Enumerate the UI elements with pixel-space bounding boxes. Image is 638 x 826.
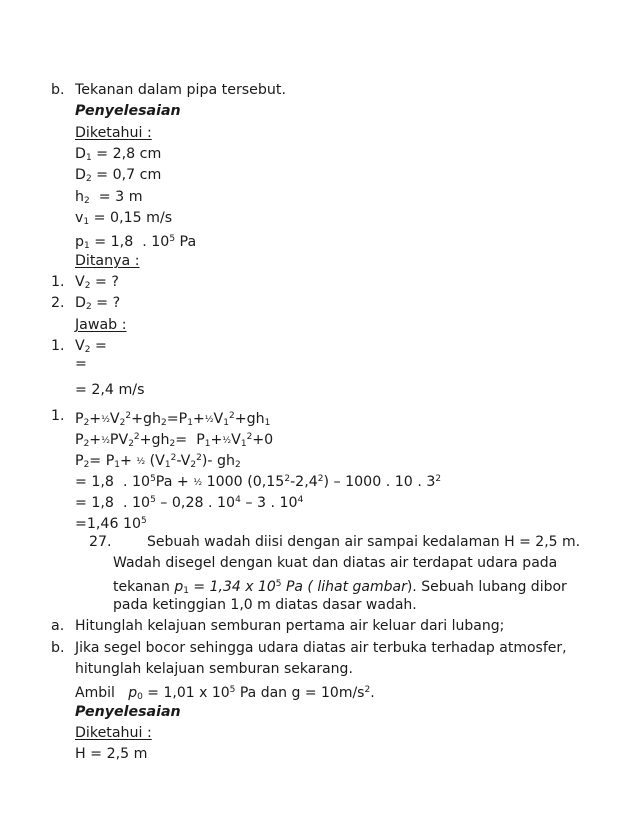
- answer-v2-result: = 2,4 m/s: [75, 382, 145, 398]
- question-a: Hitunglah kelajuan semburan pertama air keluar dari lubang;: [75, 618, 505, 634]
- list-marker: b.: [51, 640, 65, 656]
- known-h: H = 2,5 m: [75, 746, 148, 762]
- answer-v2-step: =: [75, 356, 87, 372]
- list-marker: 1.: [51, 338, 65, 354]
- problem-text-line-2: Wadah disegel dengan kuat dan diatas air terdapat udara pada: [113, 555, 558, 571]
- known-d2: $D_2 = 0,7$ cm: [75, 167, 162, 184]
- list-marker: b.: [51, 82, 65, 98]
- problem-text-line-3: tekanan $p_1 = 1,34$ x $10^5$ Pa ( lihat gambar). Sebuah lubang dibor: [113, 579, 567, 596]
- known-d1: $D_1 = 2,8$ cm: [75, 146, 162, 163]
- known-v1: $v_1 = 0,15$ m/s: [75, 210, 173, 227]
- list-marker: 1.: [51, 274, 65, 290]
- bernoulli-line-5: = 1,8 . $10^5 - 0,28$ . $10^4 - 3$ . $10^4$: [75, 495, 304, 511]
- answer-heading: Jawab :: [75, 317, 127, 333]
- bernoulli-line-6: =1,46 $10^5$: [75, 516, 147, 532]
- asked-item: $V_2$ = ?: [75, 274, 119, 291]
- given-constants: Ambil $p_0 = 1,01$ x $10^5$ Pa dan $g = 10m/s^2$.: [75, 685, 375, 702]
- asked-item: $D_2$ = ?: [75, 295, 121, 312]
- bernoulli-line-2: $P_2+\frac{1}{2}PV_2^2+gh_2=$ $P_1+\frac{1}{2}V_1^2+0$: [75, 432, 274, 449]
- list-marker: 1.: [51, 408, 65, 424]
- solution-heading: Penyelesaian: [75, 103, 181, 119]
- problem-text-line-4: pada ketinggian 1,0 m diatas dasar wadah.: [113, 597, 417, 613]
- list-marker: 2.: [51, 295, 65, 311]
- known-h2: $h_2 = 3$ m: [75, 189, 143, 206]
- bernoulli-line-3: $P_2= P_1+$ ½ $(V_1^2-V_2^2)-$ $gh_2$: [75, 453, 241, 470]
- answer-v2-line: $V_2$ =: [75, 338, 107, 355]
- section-title: Tekanan dalam pipa tersebut.: [75, 82, 286, 98]
- question-b-line-2: hitunglah kelajuan semburan sekarang.: [75, 661, 353, 677]
- list-marker: a.: [51, 618, 65, 634]
- known-heading: Diketahui :: [75, 725, 152, 741]
- known-heading: Diketahui :: [75, 125, 152, 141]
- problem-number: 27.: [89, 534, 112, 550]
- question-b-line-1: Jika segel bocor sehingga udara diatas air terbuka terhadap atmosfer,: [75, 640, 567, 656]
- bernoulli-line-1: $P_2+\frac{1}{2}V_2^2+gh_2=P_1+\frac{1}{2}V_1^2+gh_1$: [75, 411, 271, 428]
- known-p1: $p_1 = 1,8$ . $10^5$ Pa: [75, 234, 197, 251]
- solution-heading: Penyelesaian: [75, 704, 181, 720]
- asked-heading: Ditanya :: [75, 253, 140, 269]
- bernoulli-line-4: = 1,8 . $10^5Pa$ + ½ 1000 $(0,15^2-2,4^2) - 1000$ . 10 . $3^2$: [75, 474, 442, 490]
- problem-text-line-1: Sebuah wadah diisi dengan air sampai kedalaman H = 2,5 m.: [147, 534, 581, 550]
